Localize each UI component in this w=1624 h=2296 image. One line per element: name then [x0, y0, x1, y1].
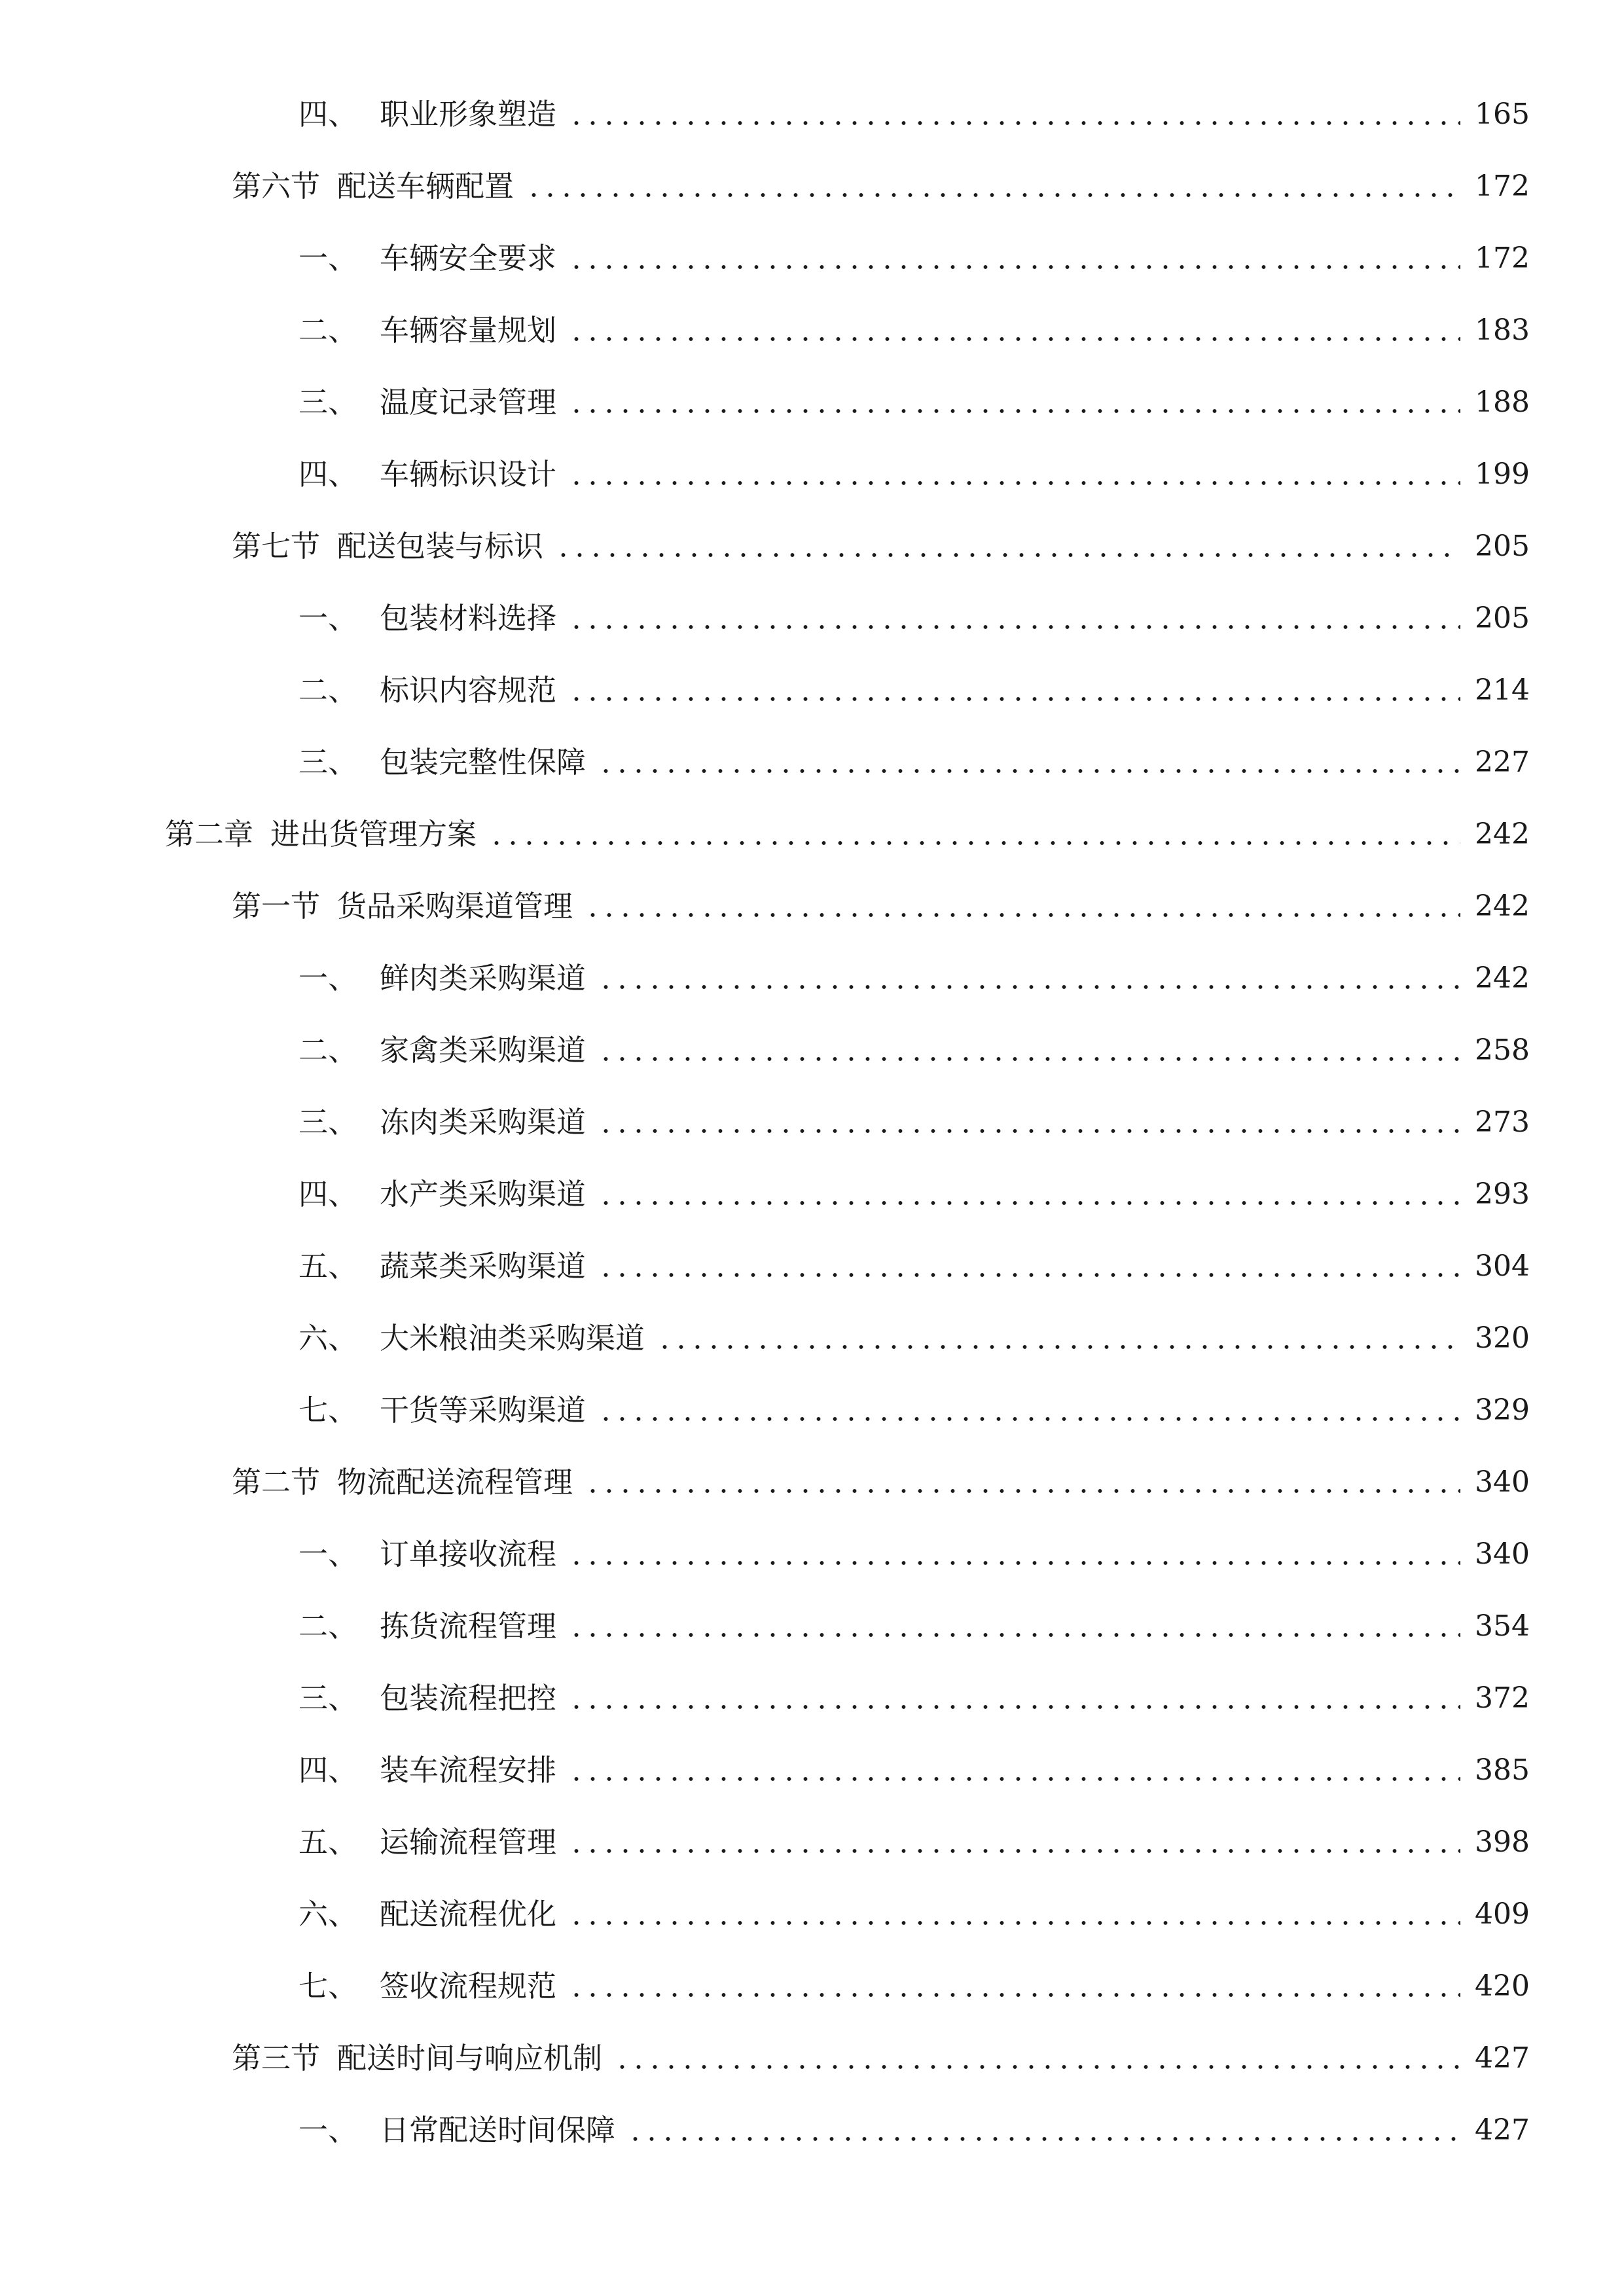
entry-number: 一、: [298, 961, 358, 996]
entry-number: 四、: [298, 1177, 358, 1211]
toc-entry: [232, 514, 1530, 566]
entry-page-number: 354: [1475, 1609, 1530, 1643]
entry-title: 配送车辆配置: [337, 169, 514, 204]
entry-number: 一、: [298, 241, 358, 276]
toc-entry: [232, 2026, 1530, 2078]
entry-title: 职业形象塑造: [380, 97, 557, 132]
dot-leader: [585, 1488, 1460, 1494]
toc-entry: [232, 874, 1530, 926]
entry-title: 签收流程规范: [380, 1969, 557, 2003]
entry-title: 水产类采购渠道: [380, 1177, 586, 1211]
entry-page-number: 188: [1475, 386, 1530, 419]
entry-title: 日常配送时间保障: [380, 2113, 616, 2147]
dot-leader: [568, 408, 1460, 414]
entry-page-number: 183: [1475, 314, 1530, 347]
entry-number: 一、: [298, 1537, 358, 1571]
entry-page-number: 372: [1475, 1681, 1530, 1715]
toc-entry: [298, 946, 1530, 998]
entry-page-number: 398: [1475, 1825, 1530, 1859]
dot-leader: [555, 552, 1460, 558]
dot-leader: [568, 1704, 1460, 1710]
toc-entry: [298, 1954, 1530, 2006]
entry-number: 三、: [298, 385, 358, 420]
entry-page-number: 273: [1475, 1105, 1530, 1139]
entry-page-number: 205: [1475, 529, 1530, 563]
entry-title: 鲜肉类采购渠道: [380, 961, 586, 996]
toc-entry: [298, 442, 1530, 494]
dot-leader: [657, 1344, 1460, 1350]
toc-entry: [298, 1810, 1530, 1862]
entry-page-number: 320: [1475, 1321, 1530, 1355]
toc-entry: [298, 1594, 1530, 1646]
dot-leader: [568, 480, 1460, 486]
toc-entry: [298, 1882, 1530, 1934]
entry-title: 冻肉类采购渠道: [380, 1105, 586, 1139]
toc-entry: [298, 2098, 1530, 2150]
entry-page-number: 199: [1475, 457, 1530, 491]
entry-title: 运输流程管理: [380, 1825, 557, 1859]
entry-title: 物流配送流程管理: [337, 1465, 573, 1499]
dot-leader: [568, 696, 1460, 702]
entry-page-number: 427: [1475, 2041, 1530, 2075]
entry-title: 订单接收流程: [380, 1537, 557, 1571]
entry-number: 五、: [298, 1249, 358, 1283]
entry-number: 四、: [298, 97, 358, 132]
entry-title: 配送时间与响应机制: [337, 2041, 603, 2075]
entry-number: 三、: [298, 745, 358, 780]
toc-entry: [298, 1090, 1530, 1142]
entry-title: 干货等采购渠道: [380, 1393, 586, 1427]
entry-number: 二、: [298, 673, 358, 708]
toc-entry: [298, 1522, 1530, 1574]
dot-leader: [598, 768, 1460, 774]
dot-leader: [568, 1632, 1460, 1638]
entry-number: 第二节: [232, 1465, 321, 1499]
dot-leader: [526, 192, 1460, 198]
dot-leader: [598, 1128, 1460, 1134]
toc-entry: [165, 802, 1530, 854]
entry-number: 一、: [298, 601, 358, 636]
entry-title: 车辆标识设计: [380, 457, 557, 492]
dot-leader: [568, 1776, 1460, 1782]
toc-entry: [298, 586, 1530, 638]
toc-entry: [298, 730, 1530, 782]
entry-page-number: 205: [1475, 601, 1530, 635]
dot-leader: [598, 1416, 1460, 1422]
entry-title: 温度记录管理: [380, 385, 557, 420]
entry-number: 四、: [298, 457, 358, 492]
entry-number: 二、: [298, 1033, 358, 1067]
toc-entry: [298, 1738, 1530, 1790]
entry-title: 家禽类采购渠道: [380, 1033, 586, 1067]
entry-title: 货品采购渠道管理: [337, 889, 573, 924]
dot-leader: [598, 1200, 1460, 1206]
toc-entry: [298, 226, 1530, 278]
entry-page-number: 329: [1475, 1393, 1530, 1427]
entry-page-number: 227: [1475, 745, 1530, 779]
dot-leader: [568, 1992, 1460, 1998]
entry-number: 第七节: [232, 529, 321, 564]
entry-title: 车辆安全要求: [380, 241, 557, 276]
entry-title: 配送包装与标识: [337, 529, 544, 564]
entry-number: 七、: [298, 1393, 358, 1427]
entry-title: 蔬菜类采购渠道: [380, 1249, 586, 1283]
dot-leader: [627, 2136, 1460, 2142]
dot-leader: [568, 1920, 1460, 1926]
dot-leader: [598, 1272, 1460, 1278]
toc-entry: [298, 1234, 1530, 1286]
entry-title: 包装完整性保障: [380, 745, 586, 780]
toc-entry: [298, 298, 1530, 350]
dot-leader: [568, 1848, 1460, 1854]
entry-page-number: 340: [1475, 1465, 1530, 1499]
toc-entry: [232, 1450, 1530, 1502]
entry-number: 第三节: [232, 2041, 321, 2075]
entry-number: 六、: [298, 1897, 358, 1931]
entry-number: 第二章: [165, 817, 254, 852]
entry-number: 第一节: [232, 889, 321, 924]
toc-entry: [298, 1018, 1530, 1070]
dot-leader: [568, 624, 1460, 630]
entry-title: 装车流程安排: [380, 1753, 557, 1787]
entry-title: 拣货流程管理: [380, 1609, 557, 1643]
dot-leader: [614, 2064, 1460, 2070]
entry-number: 第六节: [232, 169, 321, 204]
dot-leader: [568, 264, 1460, 270]
toc-entry: [298, 82, 1530, 134]
entry-number: 一、: [298, 2113, 358, 2147]
entry-number: 三、: [298, 1681, 358, 1715]
dot-leader: [585, 912, 1460, 918]
entry-number: 七、: [298, 1969, 358, 2003]
entry-title: 包装流程把控: [380, 1681, 557, 1715]
entry-page-number: 172: [1475, 242, 1530, 275]
dot-leader: [488, 840, 1460, 846]
entry-page-number: 427: [1475, 2113, 1530, 2147]
entry-page-number: 242: [1475, 817, 1530, 851]
entry-number: 六、: [298, 1321, 358, 1355]
entry-title: 车辆容量规划: [380, 313, 557, 348]
entry-page-number: 420: [1475, 1969, 1530, 2003]
entry-title: 配送流程优化: [380, 1897, 557, 1931]
entry-page-number: 214: [1475, 673, 1530, 707]
dot-leader: [568, 336, 1460, 342]
dot-leader: [598, 1056, 1460, 1062]
entry-number: 二、: [298, 313, 358, 348]
entry-page-number: 242: [1475, 889, 1530, 923]
entry-page-number: 242: [1475, 961, 1530, 995]
entry-page-number: 293: [1475, 1177, 1530, 1211]
toc-entry: [298, 1162, 1530, 1214]
entry-page-number: 165: [1475, 98, 1530, 131]
toc-entry: [298, 1306, 1530, 1358]
entry-title: 进出货管理方案: [270, 817, 477, 852]
entry-page-number: 258: [1475, 1033, 1530, 1067]
entry-title: 标识内容规范: [380, 673, 557, 708]
entry-page-number: 304: [1475, 1249, 1530, 1283]
entry-number: 五、: [298, 1825, 358, 1859]
toc-entry: [298, 658, 1530, 710]
toc-entry: [298, 370, 1530, 422]
dot-leader: [568, 1560, 1460, 1566]
entry-page-number: 172: [1475, 170, 1530, 203]
entry-number: 三、: [298, 1105, 358, 1139]
toc-entry: [298, 1378, 1530, 1430]
dot-leader: [568, 120, 1460, 126]
entry-number: 二、: [298, 1609, 358, 1643]
entry-page-number: 385: [1475, 1753, 1530, 1787]
dot-leader: [598, 984, 1460, 990]
toc-entry: [298, 1666, 1530, 1718]
entry-page-number: 409: [1475, 1897, 1530, 1931]
entry-page-number: 340: [1475, 1537, 1530, 1571]
entry-title: 大米粮油类采购渠道: [380, 1321, 645, 1355]
toc-entry: [232, 154, 1530, 206]
entry-number: 四、: [298, 1753, 358, 1787]
entry-title: 包装材料选择: [380, 601, 557, 636]
